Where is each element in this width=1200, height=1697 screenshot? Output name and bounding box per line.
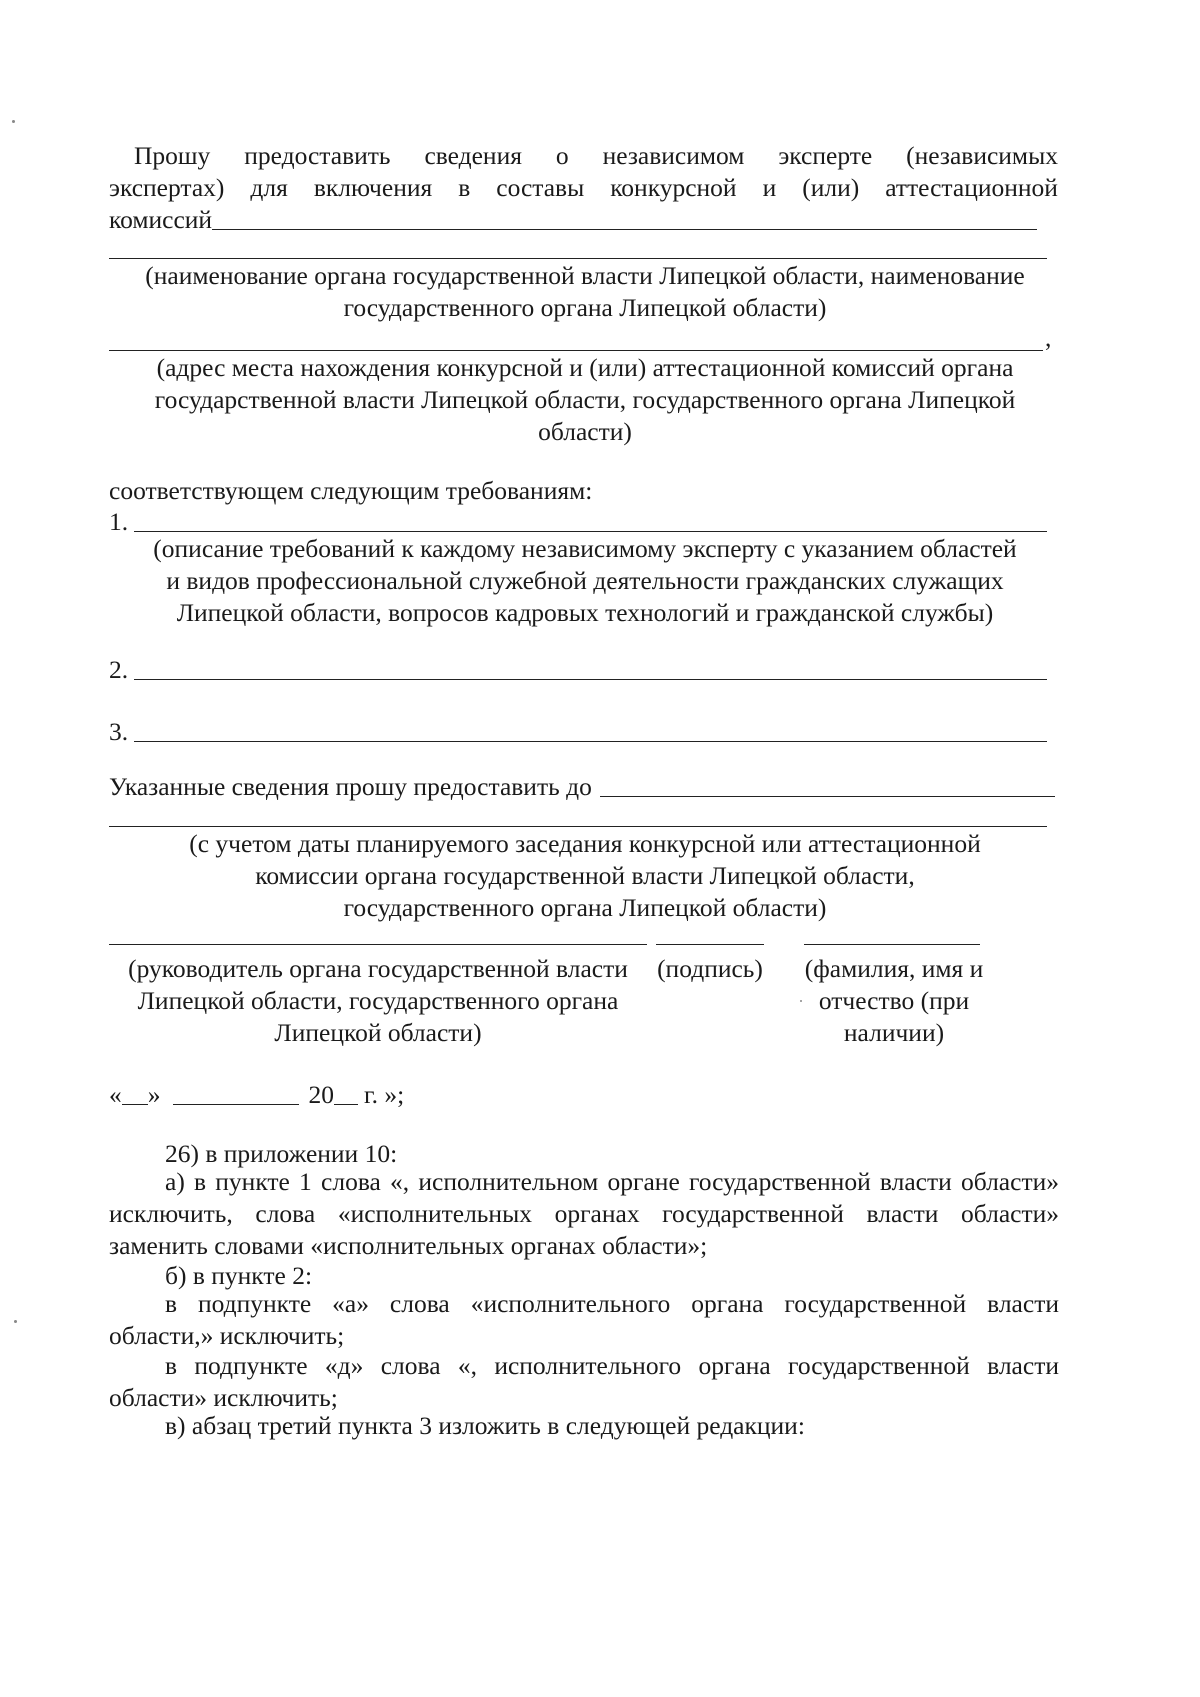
caption-signature: (подпись) (657, 954, 763, 983)
caption-deadline: (с учетом даты планируемого заседания конкурсной или аттестационной комиссии органа государственной власти Липецкой области, государственного органа Липецкой области) (189, 829, 981, 922)
year-prefix: 20 (308, 1080, 334, 1109)
item-number: 3. (109, 717, 129, 746)
intro-word: включения (313, 173, 433, 202)
blank-deadline[interactable] (600, 796, 1055, 797)
caption-address: (адрес места нахождения конкурсной и (или) аттестационной комиссий органа государственной власти Липецкой области, государственного органа Липецкой области) (154, 353, 1016, 446)
intro-word: (независимых (906, 141, 1058, 170)
blank-signature[interactable] (656, 944, 764, 945)
blank-organ[interactable] (109, 258, 1047, 259)
deadline-row (109, 771, 1055, 803)
requirement-row-3 (109, 716, 1047, 748)
intro-word: экспертах) (109, 173, 225, 202)
amendment-a: а) в пункте 1 слова «, исполнительном органе государственной власти области» исключить, слова «исполнительных органах государственной власти области» заменить словами «исполнительных органах области»; (109, 1167, 1059, 1260)
caption-head: (руководитель органа государственной власти Липецкой области, государственного органа Липецкой области) (128, 954, 628, 1047)
intro-line-3 (109, 204, 1037, 236)
intro-word: комиссий (109, 205, 213, 234)
amendment-b-1: в подпункте «а» слова «исполнительного органа государственной власти области,» исключить; (109, 1289, 1059, 1350)
intro-word: и (762, 173, 777, 202)
date-tail: г. »; (364, 1080, 405, 1109)
blank-month[interactable] (173, 1104, 299, 1105)
scan-speck (800, 1000, 802, 1002)
requirement-row-2 (109, 654, 1047, 686)
intro-word: Прошу (134, 141, 211, 170)
blank-commission[interactable] (212, 229, 1037, 230)
intro-word: сведения (424, 141, 522, 170)
intro-word: составы (496, 173, 585, 202)
requirements-lead: соответствующем следующим требованиям: (109, 476, 593, 505)
date-line (109, 1079, 404, 1111)
intro-word: предоставить (244, 141, 391, 170)
intro-word: независимом (602, 141, 745, 170)
amendment-v: в) абзац третий пункта 3 изложить в следующей редакции: (165, 1411, 805, 1440)
item-number: 1. (109, 507, 129, 536)
quote-open: « (109, 1080, 122, 1109)
amendment-b: б) в пункте 2: (165, 1261, 313, 1290)
intro-word: аттестационной (885, 173, 1058, 202)
blank-address[interactable] (109, 350, 1043, 351)
blank-deadline-2[interactable] (109, 826, 1047, 827)
intro-line-1 (134, 140, 1058, 172)
amendment-b-2: в подпункте «д» слова «, исполнительного органа государственной власти области» исключить; (109, 1351, 1059, 1412)
intro-word: эксперте (778, 141, 873, 170)
intro-word: конкурсной (610, 173, 737, 202)
intro-word: для (250, 173, 288, 202)
blank-requirement-3[interactable] (134, 741, 1047, 742)
caption-organ: (наименование органа государственной власти Липецкой области, наименование государственного органа Липецкой области) (145, 261, 1025, 322)
blank-day[interactable] (122, 1104, 148, 1105)
blank-requirement-1[interactable] (134, 531, 1047, 532)
blank-head[interactable] (109, 944, 647, 945)
blank-full-name[interactable] (804, 944, 980, 945)
intro-word: о (555, 141, 569, 170)
scan-speck (14, 1320, 17, 1323)
trailing-comma: , (1045, 323, 1052, 352)
quote-close: » (147, 1080, 161, 1109)
caption-requirements: (описание требований к каждому независимому эксперту с указанием областей и видов профессиональной служебной деятельности гражданских служащих Липецкой области, вопросов кадровых технологий и гражданской службы) (153, 534, 1017, 627)
amendment-26: 26) в приложении 10: (165, 1139, 398, 1168)
caption-full-name: (фамилия, имя и отчество (при наличии) (804, 954, 984, 1047)
blank-requirement-2[interactable] (134, 679, 1047, 680)
item-number: 2. (109, 655, 129, 684)
scan-speck (12, 120, 15, 123)
intro-word: (или) (802, 173, 860, 202)
intro-line-2 (109, 172, 1058, 204)
intro-word: в (458, 173, 471, 202)
deadline-lead: Указанные сведения прошу предоставить до (109, 772, 592, 801)
blank-year[interactable] (334, 1104, 358, 1105)
